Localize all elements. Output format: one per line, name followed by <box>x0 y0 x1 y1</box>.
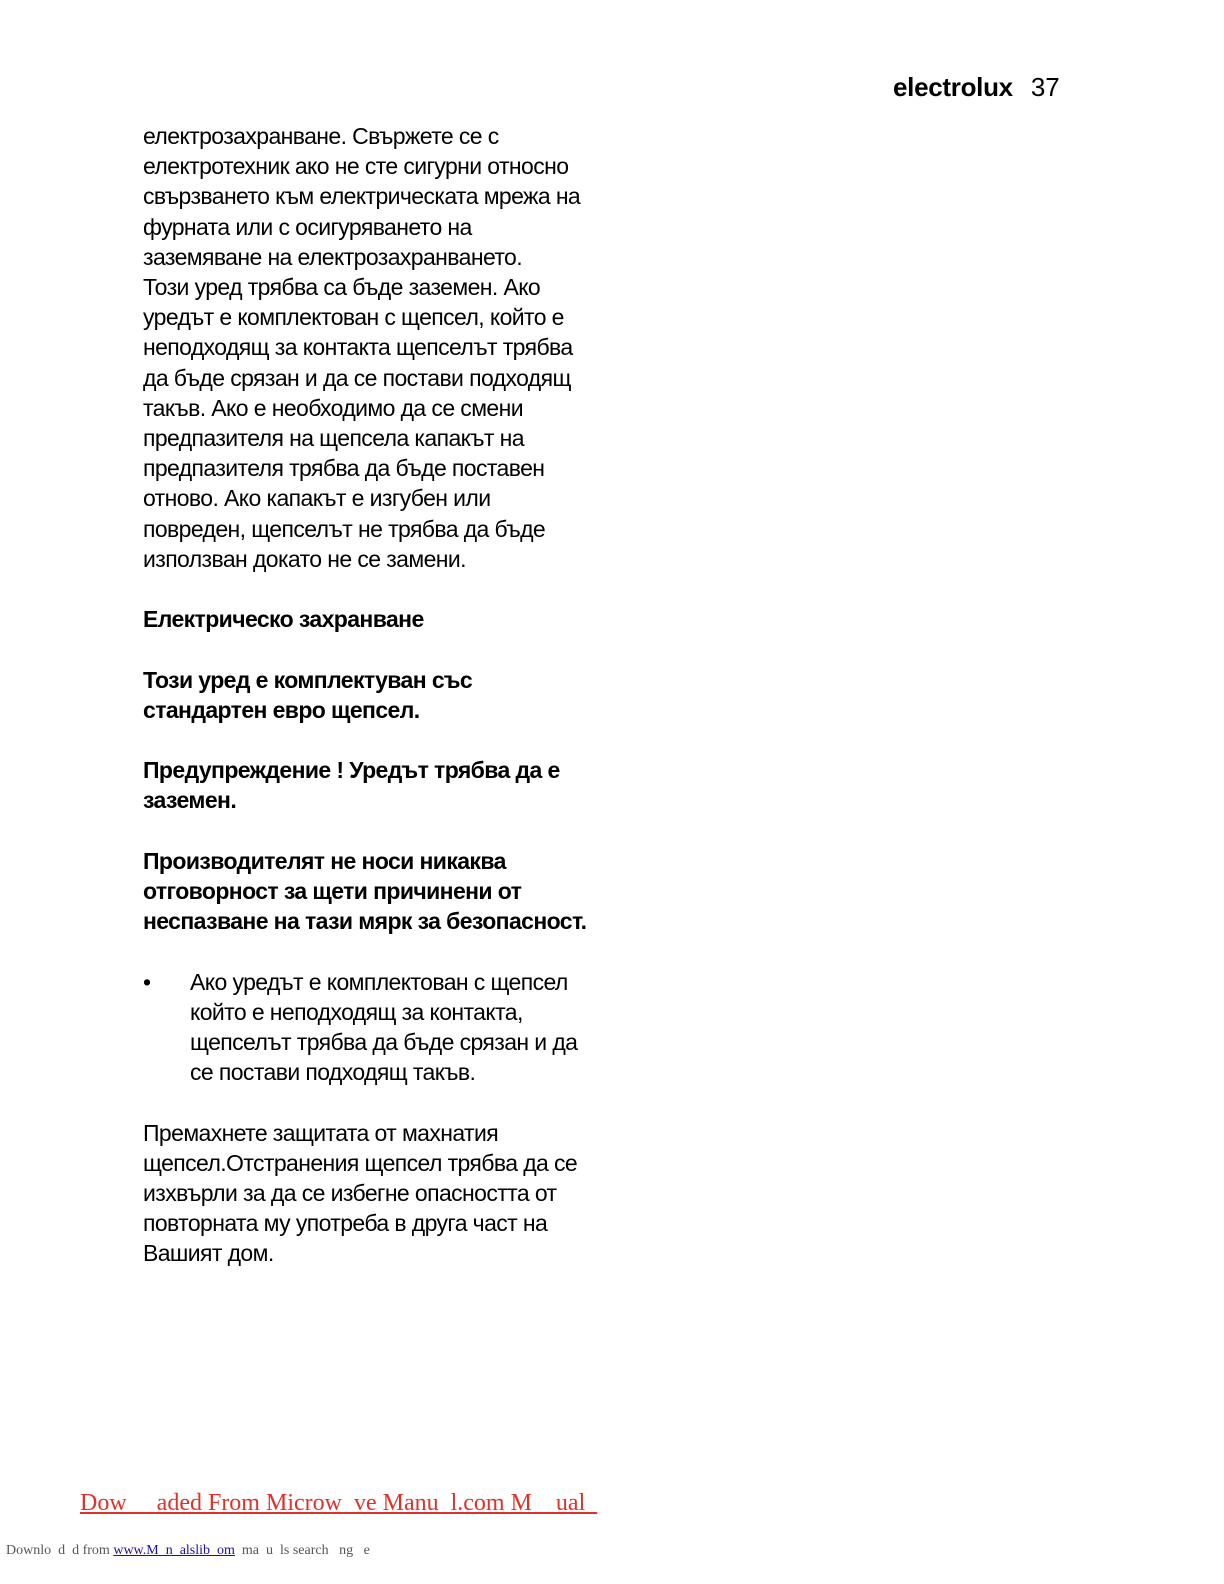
text-line: използван докато не се замени. <box>143 545 466 572</box>
text-line: такъв. Ако е необходимо да се смени <box>143 394 523 421</box>
liability-disclaimer <box>143 846 613 937</box>
page-number: 37 <box>1030 72 1060 102</box>
text-line: стандартен евро щепсел. <box>143 696 420 723</box>
text-line: щепселът трябва да бъде срязан и да <box>190 1029 578 1056</box>
text-line: предпазителя на щепсела капакът на <box>143 425 524 452</box>
page-header <box>893 72 1060 103</box>
text-line: предпазителя трябва да бъде поставен <box>143 455 545 482</box>
text-line: Предупреждение ! Уредът трябва да е <box>143 757 560 784</box>
text-line: Премахнете защитата от махнатия <box>143 1119 499 1146</box>
text-line: който е неподходящ за контакта, <box>190 998 523 1025</box>
text-line: неспазване на тази мярк за безопасност. <box>143 908 587 935</box>
download-watermark-link[interactable]: Dow aded From Microw ve Manu l.com M ual <box>80 1490 598 1516</box>
text-line: заземяване на електрозахранването. <box>143 243 523 270</box>
text-line: електротехник ако не сте сигурни относно <box>143 153 569 180</box>
footer-suffix: ma u ls search ng e <box>234 1543 370 1558</box>
text-line: отговорност за щети причинени от <box>143 878 522 905</box>
brand-logo: electrolux <box>893 72 1013 102</box>
text-line: отново. Ако капакът е изгубен или <box>143 485 491 512</box>
text-line: Този уред трябва са бъде заземен. Ако <box>143 274 541 301</box>
text-line: повреден, щепселът не трябва да бъде <box>143 515 546 542</box>
text-line: уредът е комплектован с щепсел, който е <box>143 304 564 331</box>
text-line: заземен. <box>143 787 237 814</box>
text-line: щепсел.Отстранения щепсел трябва да се <box>143 1149 578 1176</box>
text-line: се постави подходящ такъв. <box>190 1059 476 1086</box>
text-line: неподходящ за контакта щепселът трябва <box>143 334 573 361</box>
text-line: Този уред е комплектуван със <box>143 666 473 693</box>
text-line: да бъде срязан и да се постави подходящ <box>143 364 571 391</box>
footer-prefix: Downlo d d from <box>6 1543 114 1558</box>
footer-link[interactable]: www.M n alslib om <box>113 1543 235 1558</box>
bullet-list-item <box>143 967 613 1088</box>
intro-paragraph <box>143 121 613 574</box>
bullet-icon: • <box>143 968 151 995</box>
text-line: Вашият дом. <box>143 1240 274 1267</box>
text-line: фурната или с осигуряването на <box>143 213 472 240</box>
footer-note <box>6 1543 370 1559</box>
text-line: Производителят не носи никаква <box>143 847 506 874</box>
text-line: свързването към електрическата мрежа на <box>143 183 581 210</box>
earthing-warning <box>143 755 613 815</box>
text-line: повторната му употреба в друга част на <box>143 1210 548 1237</box>
main-content <box>143 121 613 1269</box>
text-line: Ако уредът е комплектован с щепсел <box>190 968 568 995</box>
section-heading: Електрическо захранване <box>143 606 424 633</box>
plug-disposal-paragraph <box>143 1118 613 1269</box>
text-line: електрозахранване. Свържете се с <box>143 123 499 149</box>
text-line: изхвърли за да се избегне опасността от <box>143 1180 557 1207</box>
euro-plug-note <box>143 665 613 725</box>
